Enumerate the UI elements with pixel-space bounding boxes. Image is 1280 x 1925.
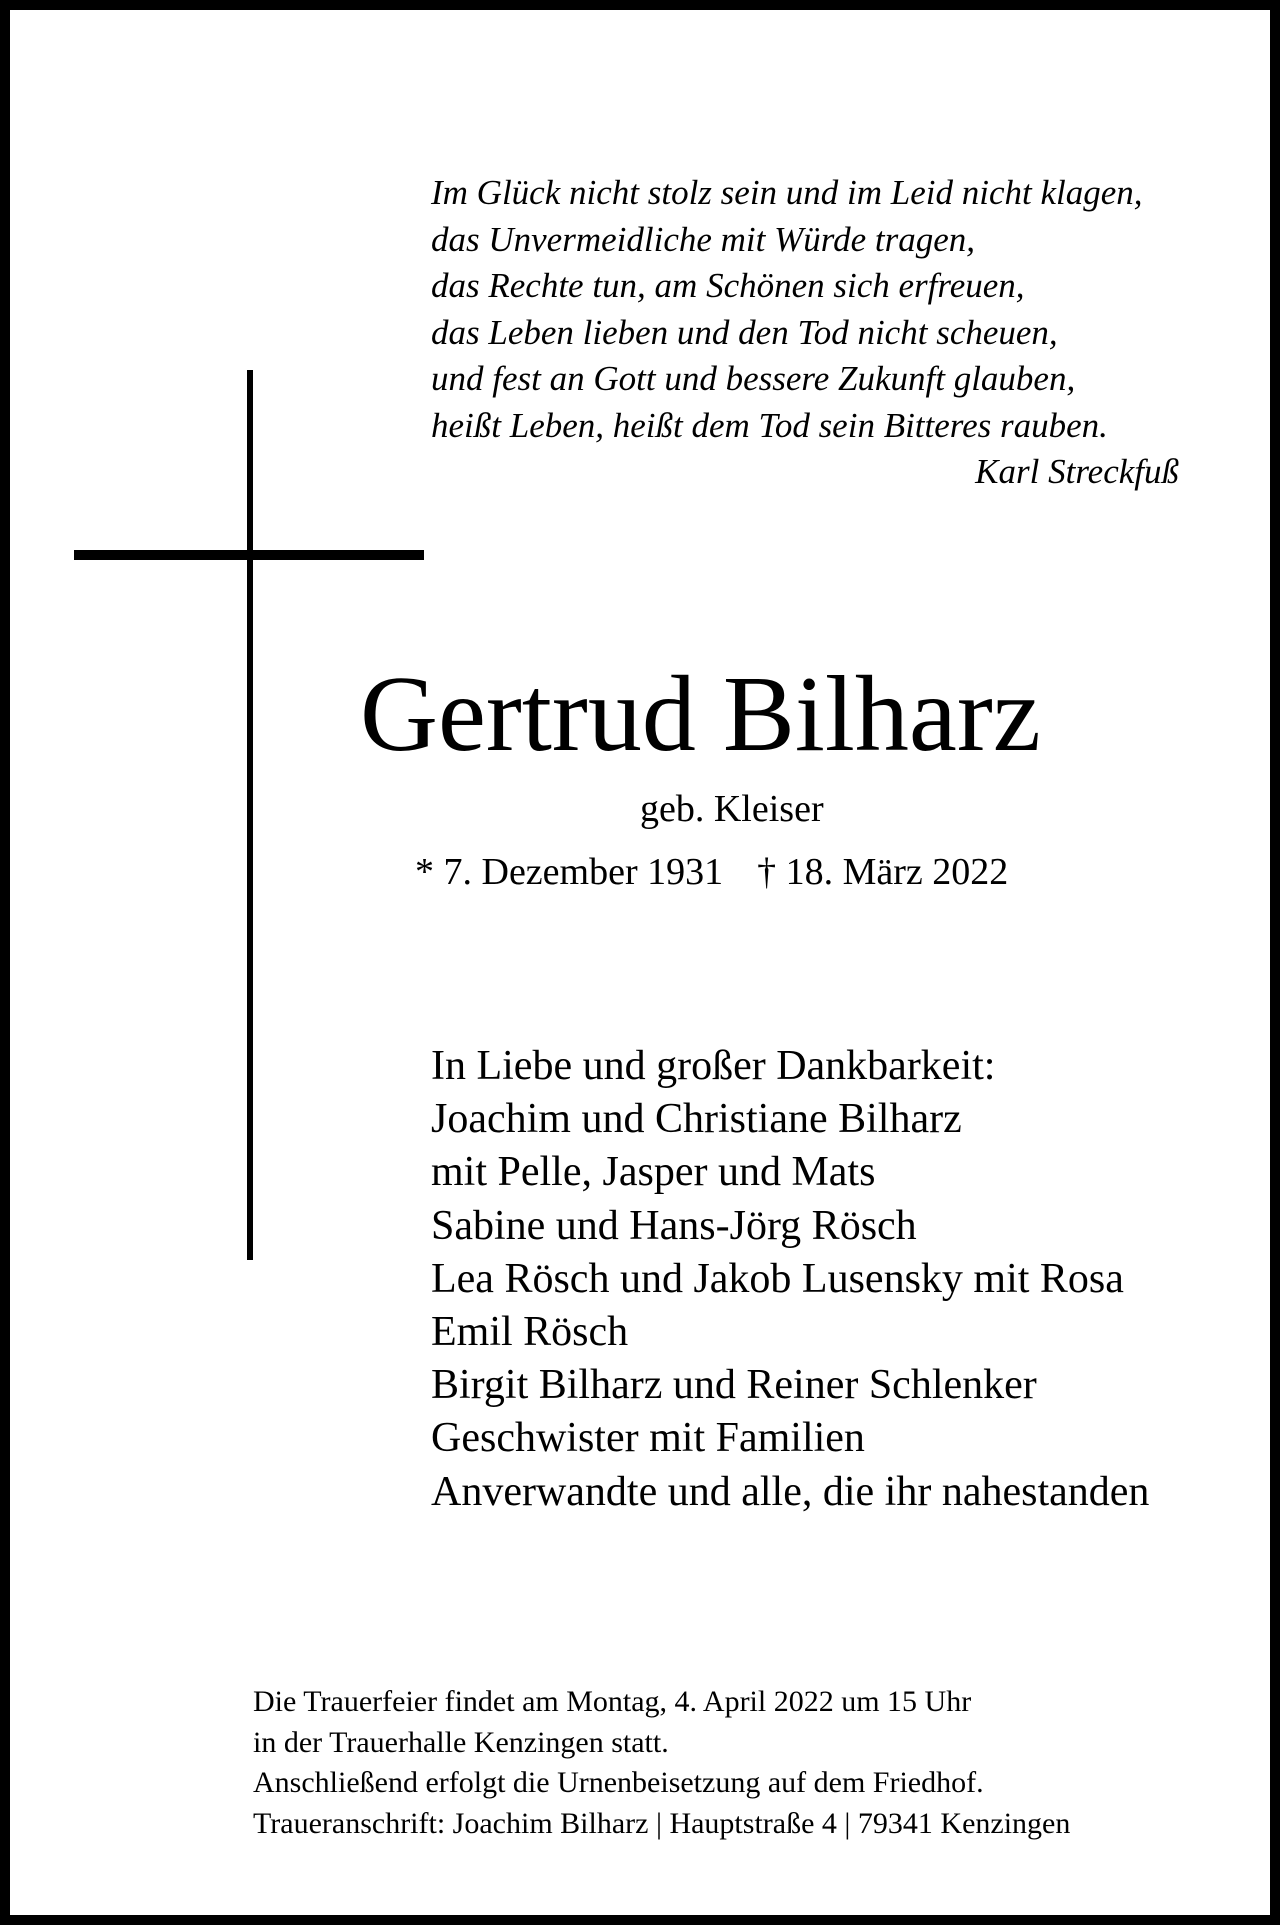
mourner-line: Sabine und Hans-Jörg Rösch <box>431 1202 917 1249</box>
funeral-notice <box>253 1682 1233 1844</box>
cross-horizontal-bar <box>74 550 424 560</box>
poem-line: heißt Leben, heißt dem Tod sein Bitteres rauben. <box>431 405 1108 445</box>
poem-line: und fest an Gott und bessere Zukunft glauben, <box>431 359 1076 398</box>
mourner-line: Lea Rösch und Jakob Lusensky mit Rosa <box>431 1255 1124 1302</box>
mourners-list <box>431 1040 1251 1519</box>
mourner-line: mit Pelle, Jasper und Mats <box>431 1149 876 1196</box>
poem-line: Im Glück nicht stolz sein und im Leid nicht klagen, <box>431 173 1143 212</box>
mourner-line: Birgit Bilharz und Reiner Schlenker <box>431 1362 1037 1409</box>
mourner-line: Joachim und Christiane Bilharz <box>431 1096 962 1143</box>
poem-author: Karl Streckfuß <box>975 452 1179 491</box>
poem-line: das Unvermeidliche mit Würde tragen, <box>431 219 976 259</box>
mourner-line: Emil Rösch <box>431 1309 629 1356</box>
birth-date: * 7. Dezember 1931 <box>415 851 724 893</box>
notice-line: Anschließend erfolgt die Urnenbeisetzung auf dem Friedhof. <box>253 1766 984 1799</box>
mourning-address: Traueranschrift: Joachim Bilharz | Hauptstraße 4 | 79341 Kenzingen <box>253 1806 1071 1840</box>
poem-line: das Leben lieben und den Tod nicht scheuen, <box>431 312 1058 352</box>
deceased-name: Gertrud Bilharz <box>360 655 1041 774</box>
death-date: † 18. März 2022 <box>757 851 1009 893</box>
cross-vertical-bar <box>247 370 253 1260</box>
notice-line: in der Trauerhalle Kenzingen statt. <box>253 1725 669 1759</box>
mourner-line: Geschwister mit Familien <box>431 1415 865 1462</box>
mourners-heading: In Liebe und großer Dankbarkeit: <box>431 1043 996 1089</box>
life-dates <box>415 848 1008 896</box>
poem-line: das Rechte tun, am Schönen sich erfreuen, <box>431 266 1025 305</box>
mourner-line: Anverwandte und alle, die ihr nahestanden <box>431 1468 1150 1515</box>
poem-block <box>431 170 1211 496</box>
maiden-name: geb. Kleiser <box>640 788 824 830</box>
notice-line: Die Trauerfeier findet am Montag, 4. April 2022 um 15 Uhr <box>253 1685 972 1718</box>
